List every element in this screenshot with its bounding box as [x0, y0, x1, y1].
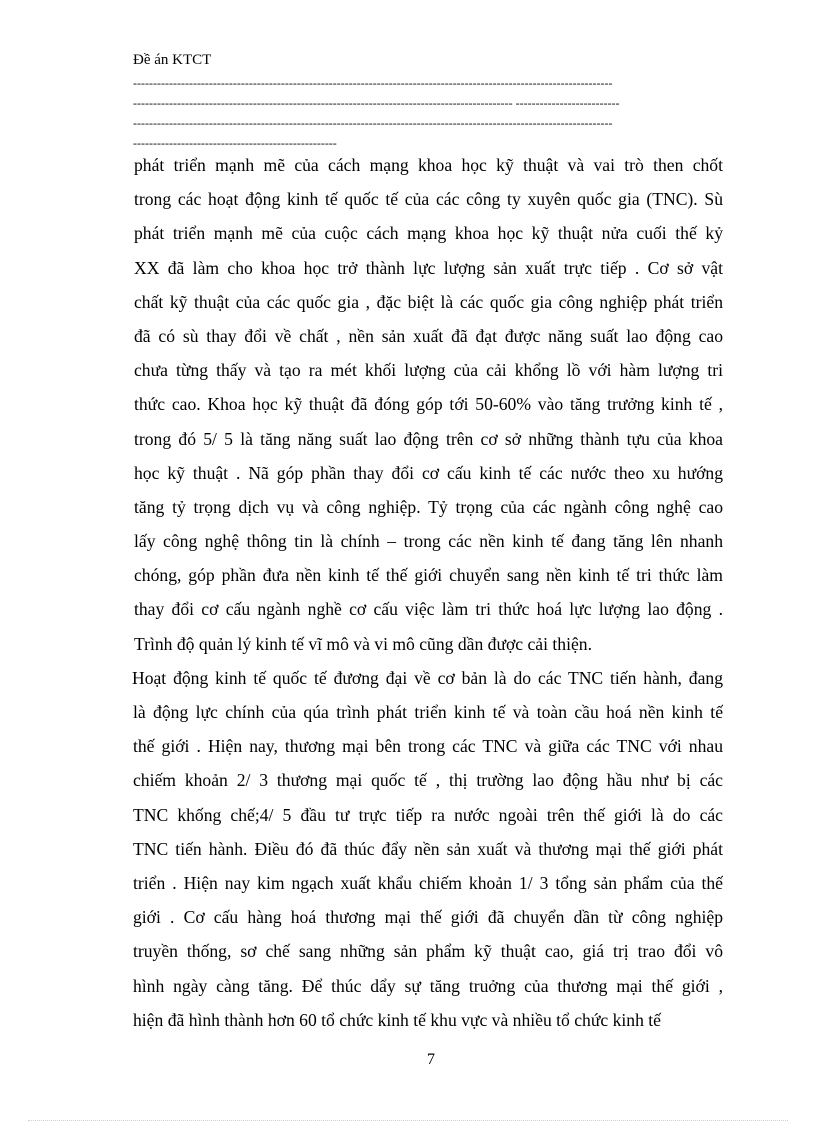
- page-number: 7: [427, 1051, 435, 1068]
- text-line: thay đổi cơ cấu ngành nghề cơ cấu việc làm tri thức hoá lực lượng lao động .: [134, 599, 723, 620]
- document-header: Đề án KTCT: [133, 52, 212, 68]
- header-rule-4: ---------------------------------------------------: [133, 136, 337, 150]
- text-line: giới . Cơ cấu hàng hoá thương mại thế giới đã chuyển dần từ công nghiệp: [133, 907, 723, 928]
- text-line: lấy công nghệ thông tin là chính – trong các nền kinh tế đang tăng lên nhanh: [134, 531, 723, 552]
- text-line: thức cao. Khoa học kỹ thuật đã đóng góp tới 50-60% vào tăng trưởng kinh tế ,: [134, 394, 723, 415]
- text-line: phát triển mạnh mẽ của cách mạng khoa học kỹ thuật và vai trò then chốt: [134, 155, 723, 175]
- text-line: trong các hoạt động kinh tế quốc tế của các công ty xuyên quốc gia (TNC). Sù: [134, 189, 723, 210]
- text-line: trong đó 5/ 5 là tăng năng suất lao động trên cơ sở những thành tựu của khoa: [134, 428, 723, 449]
- body-text: [133, 148, 723, 1037]
- text-line: truyền thống, sơ chế sang những sản phẩm kỹ thuật cao, giá trị trao đổi vô: [133, 941, 723, 962]
- text-line: tăng tỷ trọng dịch vụ và công nghiệp. Tỷ trọng của các ngành công nghệ cao: [134, 496, 723, 517]
- header-rule-3: ------------------------------------------------------------------------------------------------------------------------: [133, 116, 613, 130]
- text-line: chưa từng thấy và tạo ra mét khối lượng của cải khổng lồ với hàm lượng tri: [134, 360, 723, 381]
- text-line: phát triển mạnh mẽ của cuộc cách mạng khoa học kỹ thuật nửa cuối thế kỷ: [134, 223, 723, 244]
- header-rule-1: ------------------------------------------------------------------------------------------------------------------------: [133, 76, 613, 90]
- page-bottom-divider: [28, 1120, 788, 1121]
- text-line: thế giới . Hiện nay, thương mại bên trong các TNC và giữa các TNC với nhau: [133, 736, 723, 757]
- text-line: hiện đã hình thành hơn 60 tổ chức kinh tế khu vực và nhiều tổ chức kinh tế: [133, 1009, 661, 1030]
- text-line: Hoạt động kinh tế quốc tế đương đại về cơ bản là do các TNC tiến hành, đang: [132, 667, 723, 688]
- text-line: XX đã làm cho khoa học trở thành lực lượng sản xuất trực tiếp . Cơ sở vật: [134, 257, 723, 278]
- text-line: Trình độ quản lý kinh tế vĩ mô và vi mô cũng dần được cải thiện.: [134, 633, 592, 654]
- text-line: TNC khống chế;4/ 5 đầu tư trực tiếp ra nước ngoài trên thế giới là do các: [133, 804, 723, 825]
- text-line: hình ngày càng tăng. Để thúc dẩy sự tăng truởng của thương mại thế giới ,: [133, 975, 723, 996]
- text-line: học kỹ thuật . Nã góp phần thay đổi cơ cấu kinh tế các nước theo xu hướng: [134, 462, 723, 483]
- text-line: chóng, góp phần đưa nền kinh tế thế giới chuyển sang nền kinh tế tri thức làm: [134, 565, 723, 586]
- text-line: chất kỹ thuật của các quốc gia , đặc biệt là các quốc gia công nghiệp phát triển: [134, 291, 723, 312]
- text-line: chiếm khoản 2/ 3 thương mại quốc tế , thị trường lao động hầu như bị các: [133, 770, 723, 791]
- text-line: TNC tiến hành. Điều đó đã thúc đẩy nền sản xuất và thương mại thế giới phát: [133, 838, 723, 859]
- text-line: là động lực chính của qúa trình phát triển kinh tế và toàn cầu hoá nền kinh tế: [133, 702, 723, 722]
- header-rule-2: ----------------------------------------------------------------------------------------------- --------------------------: [133, 96, 620, 110]
- text-line: triển . Hiện nay kim ngạch xuất khẩu chiếm khoản 1/ 3 tổng sản phẩm của thế: [133, 872, 723, 893]
- text-line: đã có sù thay đổi về chất , nền sản xuất đã đạt được năng suất lao động cao: [134, 325, 723, 346]
